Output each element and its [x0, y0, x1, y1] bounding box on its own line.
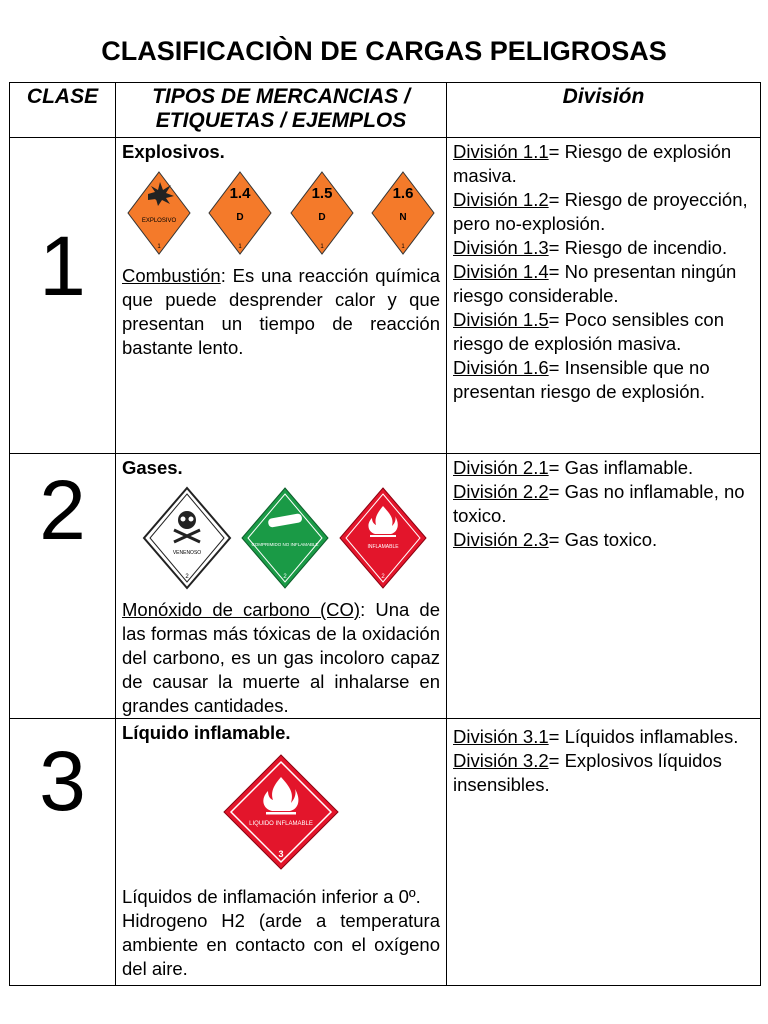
- division-cell: [447, 138, 761, 454]
- label-sub: D: [318, 212, 326, 223]
- label-number: 2: [283, 574, 287, 580]
- label-number: 1: [401, 244, 405, 250]
- explosion-bomb-icon: [126, 170, 192, 256]
- division-code: División 1.4: [453, 261, 549, 282]
- division-entry: [453, 456, 754, 480]
- label-text: INFLAMABLE: [367, 544, 399, 550]
- division-entry: [453, 308, 754, 356]
- division-code: División 3.2: [453, 750, 549, 771]
- division-text: = Explosivos líquidos insensibles.: [453, 750, 722, 795]
- gas-cylinder-icon: [240, 486, 330, 590]
- division-text: = Riesgo de incendio.: [548, 237, 728, 258]
- example-description: [122, 598, 440, 718]
- division-entry: [453, 260, 754, 308]
- division-entry: [453, 480, 754, 528]
- label-number: 2: [185, 574, 189, 580]
- class-name: Gases.: [122, 457, 183, 478]
- page-title: CLASIFICACIÒN DE CARGAS PELIGROSAS: [101, 36, 667, 66]
- label-group: [122, 170, 440, 256]
- label-text: COMPRIMIDO NO INFLAMABLE: [251, 542, 319, 547]
- division-text: = Gas toxico.: [548, 529, 658, 550]
- class-name: Líquido inflamable.: [122, 722, 291, 743]
- flame-icon: [222, 753, 340, 871]
- division-entry: [453, 236, 754, 260]
- division-code: División 1.3: [453, 237, 549, 258]
- division-code: División 2.1: [453, 457, 549, 478]
- division-text: = Poco sensibles con riesgo de explosión masiva.: [453, 309, 724, 354]
- clase-number: 2: [10, 454, 116, 719]
- header-tipos-line1: TIPOS DE MERCANCIAS /: [152, 85, 410, 108]
- table-row: [10, 454, 761, 719]
- division-entry: [453, 188, 754, 236]
- classification-table: [9, 82, 761, 986]
- label-text: EXPLOSIVO: [141, 218, 177, 224]
- example-description-2: Hidrogeno H2 (arde a temperatura ambiente en contacto con el oxígeno del aire.: [122, 910, 440, 979]
- flame-icon: [338, 486, 428, 590]
- division-entry: [453, 749, 754, 797]
- division-1-4-label: [207, 170, 273, 256]
- division-text: = Gas inflamable.: [548, 457, 694, 478]
- table-row: [10, 719, 761, 986]
- example-text: : Es una reacción química que puede desprender calor y que presentan un tiempo de reacción bastante lento.: [122, 265, 440, 358]
- label-number: 3: [278, 849, 284, 859]
- header-clase: CLASE: [10, 83, 116, 138]
- example-description: [122, 264, 440, 360]
- label-text: LIQUIDO INFLAMABLE: [249, 821, 313, 827]
- example-text: : Una de las formas más tóxicas de la oxidación del carbono, es un gas incoloro capaz de causar la muerte al inhalarse en grandes cantidades.: [122, 599, 440, 716]
- division-entry: [453, 140, 754, 188]
- skull-crossbones-icon: [142, 486, 232, 590]
- label-number: 1: [157, 244, 161, 250]
- label-text: VENENOSO: [172, 550, 202, 556]
- tipos-cell: [116, 719, 447, 986]
- division-code: División 1.6: [453, 357, 549, 378]
- division-code: División 2.2: [453, 481, 549, 502]
- label-group: [122, 486, 440, 590]
- division-cell: [447, 454, 761, 719]
- header-tipos: [116, 83, 447, 138]
- division-entry: [453, 528, 754, 552]
- label-sub: D: [236, 212, 244, 223]
- division-code: División 3.1: [453, 726, 549, 747]
- class-name: Explosivos.: [122, 141, 225, 162]
- division-text: = Gas no inflamable, no toxico.: [453, 481, 745, 526]
- label-text: 1.4: [229, 185, 251, 202]
- division-code: División 1.5: [453, 309, 549, 330]
- header-division: División: [447, 83, 761, 138]
- division-entry: [453, 356, 754, 404]
- label-number: 2: [381, 574, 385, 580]
- division-text: = No presentan ningún riesgo considerable.: [453, 261, 737, 306]
- division-entry: [453, 725, 754, 749]
- tipos-cell: [116, 454, 447, 719]
- tipos-cell: [116, 138, 447, 454]
- division-cell: [447, 719, 761, 986]
- division-code: División 1.2: [453, 189, 549, 210]
- label-number: 1: [319, 244, 324, 250]
- division-text: = Líquidos inflamables.: [548, 726, 739, 747]
- label-text: 1.6: [392, 185, 414, 202]
- label-text: 1.5: [311, 185, 333, 202]
- division-text: = Riesgo de proyección, pero no-explosión.: [453, 189, 748, 234]
- label-group: [122, 753, 440, 871]
- division-1-5-label: [289, 170, 355, 256]
- division-text: = Insensible que no presentan riesgo de explosión.: [453, 357, 710, 402]
- division-1-6-label: [370, 170, 436, 256]
- example-description-1: Líquidos de inflamación inferior a 0º.: [122, 886, 421, 907]
- clase-number: 3: [10, 719, 116, 986]
- example-term: Monóxido de carbono (CO): [122, 599, 361, 620]
- division-code: División 2.3: [453, 529, 549, 550]
- table-header-row: [10, 83, 761, 138]
- division-code: División 1.1: [453, 141, 549, 162]
- label-number: 1: [238, 244, 242, 250]
- example-term: Combustión: [122, 265, 221, 286]
- header-tipos-line2: ETIQUETAS / EJEMPLOS: [155, 109, 407, 132]
- clase-number: 1: [10, 138, 116, 454]
- division-text: = Riesgo de explosión masiva.: [453, 141, 732, 186]
- table-row: [10, 138, 761, 454]
- label-sub: N: [399, 212, 407, 223]
